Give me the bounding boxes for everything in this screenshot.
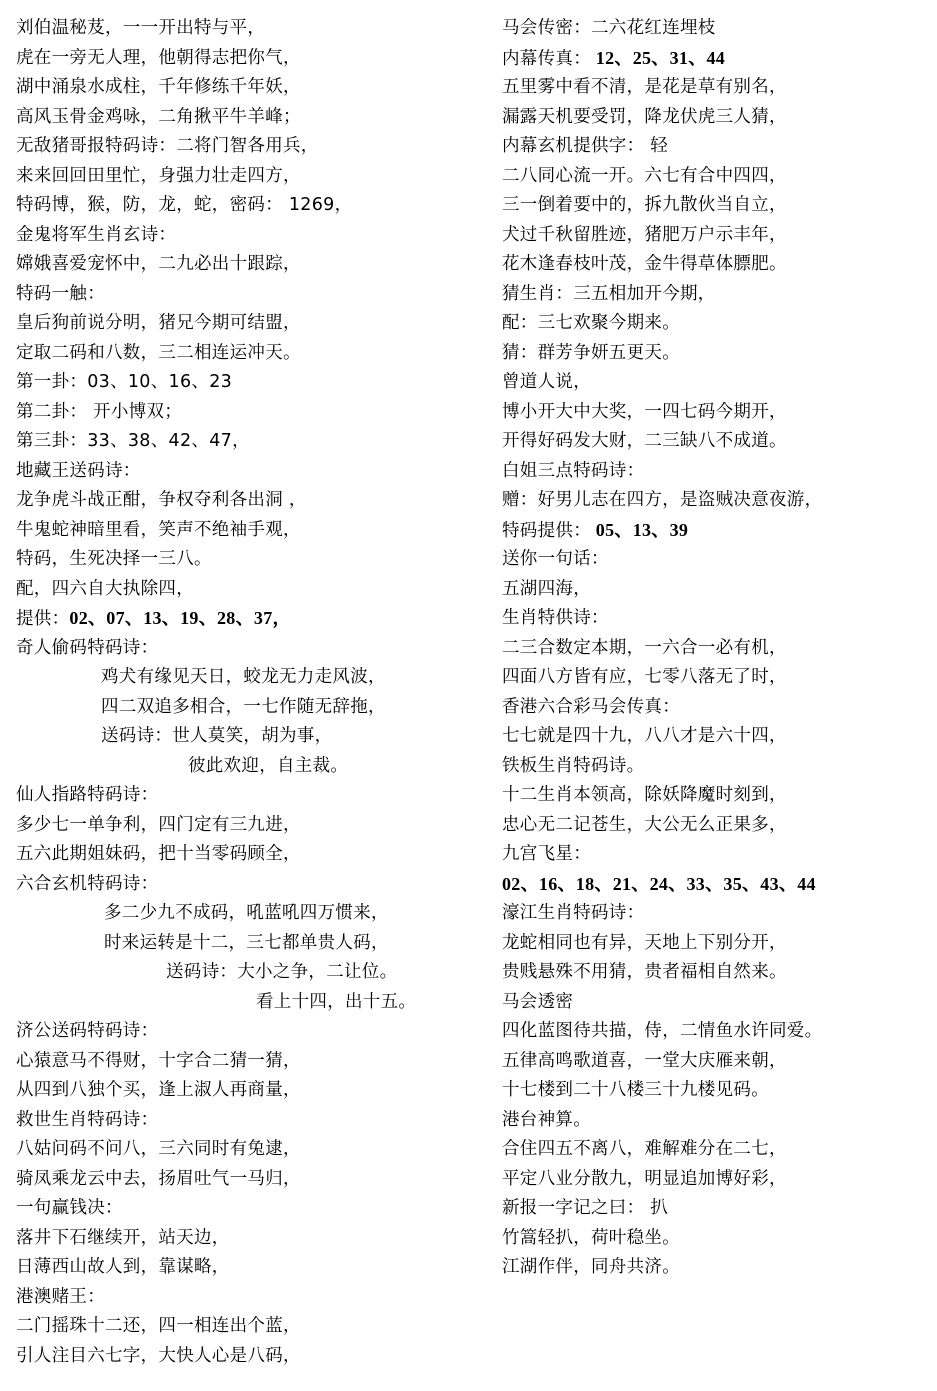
text-line (502, 1106, 932, 1136)
line-text: 一句赢钱决： (16, 1198, 123, 1218)
text-line (502, 309, 932, 339)
line-text: 第二卦： 开小博双； (16, 401, 183, 422)
text-line (502, 427, 932, 457)
line-text: 虎在一旁无人理，他朝得志把你气， (16, 47, 301, 68)
line-text: 龙蛇相同也有异，天地上下别分开， (502, 932, 787, 953)
text-line (16, 162, 486, 192)
line-text: 来来回回田里忙，身强力壮走四方， (16, 165, 301, 186)
line-text: 五六此期姐妹码，把十当零码顾全， (16, 844, 301, 864)
text-line (16, 899, 486, 929)
line-numbers: 02、07、13、19、28、37， (69, 608, 291, 628)
text-line (502, 752, 932, 782)
line-text: 曾道人说， (502, 372, 591, 392)
line-text: 龙争虎斗战正酣，争权夺利各出洞 ， (16, 490, 307, 510)
text-line (16, 1194, 486, 1224)
line-text: 皇后狗前说分明，猪兄今期可结盟， (16, 313, 301, 333)
text-line (502, 545, 932, 575)
text-line (16, 103, 486, 133)
text-line (502, 634, 932, 664)
text-line (16, 545, 486, 575)
line-text: 配，四六自大执除四， (16, 578, 194, 599)
text-line (502, 162, 932, 192)
line-text: 花木逢春枝叶茂，金牛得草体膘肥。 (502, 254, 787, 274)
text-line (502, 132, 932, 162)
line-text: 忠心无二记苍生，大公无么正果多， (502, 814, 787, 835)
text-line (16, 73, 486, 103)
text-line (16, 427, 486, 457)
line-text: 新报一字记之曰： 扒 (502, 1198, 669, 1218)
text-line (502, 899, 932, 929)
line-text: 心猿意马不得财，十字合二猜一猜， (16, 1050, 301, 1071)
text-line (16, 44, 486, 74)
line-text: 骑凤乘龙云中去，扬眉吐气一马归， (16, 1168, 301, 1189)
line-text: 送码诗：大小之争，二让位。 (166, 962, 398, 982)
line-text: 九宫飞星： (502, 844, 591, 864)
text-line (502, 221, 932, 251)
text-line (502, 1253, 932, 1283)
line-text: 鸡犬有缘见天日，蛟龙无力走风波， (101, 667, 386, 687)
text-line (16, 486, 486, 516)
line-text: 铁板生肖特码诗。 (502, 755, 645, 776)
line-text: 多二少九不成码，吼蓝吼四万惯来， (104, 903, 389, 923)
text-line (502, 368, 932, 398)
line-text: 港台神算。 (502, 1109, 591, 1130)
text-line (502, 781, 932, 811)
text-line (502, 663, 932, 693)
line-text: 金鬼将军生肖玄诗： (16, 224, 177, 245)
line-numbers: 02、16、18、21、24、33、35、43、44 (502, 873, 816, 894)
text-line (16, 309, 486, 339)
text-line (502, 250, 932, 280)
line-text: 特码，生死决择一三八。 (16, 549, 212, 569)
text-line (502, 870, 932, 900)
line-text: 五里雾中看不清，是花是草有别名， (502, 77, 787, 97)
text-line (502, 1194, 932, 1224)
line-text: 日薄西山故人到，靠谋略， (16, 1257, 230, 1277)
line-text: 港澳赌王： (16, 1286, 105, 1307)
line-text: 第一卦：03、10、16、23 (16, 372, 233, 392)
text-line (502, 14, 932, 44)
text-line (502, 1017, 932, 1047)
line-text: 白姐三点特码诗： (502, 460, 645, 481)
line-text: 时来运转是十二，三七都单贵人码， (104, 932, 389, 953)
text-line (16, 752, 486, 782)
text-line (16, 663, 486, 693)
text-line (16, 368, 486, 398)
left-column (16, 14, 486, 1371)
text-line (502, 280, 932, 310)
text-line (16, 958, 486, 988)
text-line (502, 575, 932, 605)
line-text: 济公送码特码诗： (16, 1021, 159, 1041)
text-line (16, 811, 486, 841)
text-line (502, 516, 932, 546)
text-line (16, 280, 486, 310)
line-text: 五湖四海， (502, 578, 591, 599)
text-line (502, 457, 932, 487)
line-text: 二门摇珠十二还，四一相连出个蓝， (16, 1316, 301, 1336)
line-text: 马会透密 (502, 991, 574, 1012)
line-text: 送你一句话： (502, 549, 609, 569)
line-text: 多少七一单争利，四门定有三九进， (16, 814, 301, 835)
text-line (16, 1047, 486, 1077)
text-line (16, 1076, 486, 1106)
line-text: 赠：好男儿志在四方，是盗贼决意夜游， (502, 490, 823, 510)
line-text: 湖中涌泉水成柱，千年修练千年妖， (16, 77, 301, 97)
line-text: 从四到八独个买，逢上淑人再商量， (16, 1080, 301, 1100)
line-text: 十二生肖本领高，除妖降魔时刻到， (502, 785, 787, 805)
text-line (16, 870, 486, 900)
text-line (502, 1135, 932, 1165)
text-line (16, 1342, 486, 1372)
text-line (502, 840, 932, 870)
text-line (16, 575, 486, 605)
line-text: 犬过千秋留胜迹，猪肥万户示丰年， (502, 224, 787, 245)
line-text: 内幕传真： (502, 48, 591, 69)
text-line (16, 988, 486, 1018)
line-text: 开得好码发大财，二三缺八不成道。 (502, 431, 787, 451)
text-line (16, 221, 486, 251)
line-text: 漏露天机要受罚，降龙伏虎三人猜， (502, 106, 787, 127)
text-line (16, 1017, 486, 1047)
line-text: 八姑问码不问八，三六同时有兔逮， (16, 1139, 301, 1159)
line-text: 生肖特供诗： (502, 608, 609, 628)
text-line (502, 339, 932, 369)
line-text: 配：三七欢聚今期来。 (502, 313, 680, 333)
line-text: 引人注目六七字，大快人心是八码， (16, 1345, 301, 1366)
text-line (502, 44, 932, 74)
line-text: 合住四五不离八，难解难分在二七， (502, 1139, 787, 1159)
line-text: 高风玉骨金鸡咏，二角揪平牛羊峰； (16, 106, 301, 127)
line-text: 彼此欢迎，自主裁。 (188, 755, 349, 776)
text-line (16, 929, 486, 959)
line-text: 竹篙轻扒，荷叶稳坐。 (502, 1227, 680, 1248)
line-text: 看上十四，出十五。 (256, 991, 417, 1012)
text-line (502, 1047, 932, 1077)
line-text: 博小开大中大奖，一四七码今期开， (502, 401, 787, 422)
right-column (502, 14, 932, 1283)
text-line (502, 1224, 932, 1254)
text-line (502, 722, 932, 752)
text-line (502, 398, 932, 428)
text-line (16, 250, 486, 280)
line-text: 六合玄机特码诗： (16, 873, 159, 894)
text-line (502, 604, 932, 634)
line-text: 仙人指路特码诗： (16, 785, 159, 805)
line-text: 平定八业分散九，明显追加博好彩， (502, 1168, 787, 1189)
text-line (16, 1224, 486, 1254)
line-text: 四面八方皆有应，七零八落无了时， (502, 667, 787, 687)
line-text: 落井下石继续开，站天边， (16, 1227, 230, 1248)
text-line (16, 516, 486, 546)
line-text: 奇人偷码特码诗： (16, 637, 159, 658)
line-text: 刘伯温秘芨，一一开出特与平， (16, 18, 266, 38)
line-numbers: 12、25、31、44 (591, 47, 726, 68)
line-text: 特码博，猴，防，龙，蛇，密码： 1269， (16, 195, 353, 215)
line-text: 三一倒着要中的，拆九散伙当自立， (502, 195, 787, 215)
text-line (16, 191, 486, 221)
text-line (16, 781, 486, 811)
text-line (502, 486, 932, 516)
line-text: 五律高鸣歌道喜，一堂大庆雁来朝， (502, 1050, 787, 1071)
line-text: 内幕玄机提供字： 轻 (502, 136, 669, 156)
line-text: 香港六合彩马会传真： (502, 696, 680, 717)
line-numbers: 05、13、39 (591, 519, 689, 540)
line-text: 无敌猪哥报特码诗：二将门智各用兵， (16, 136, 319, 156)
text-line (16, 398, 486, 428)
text-line (16, 1135, 486, 1165)
text-line (16, 634, 486, 664)
line-text: 救世生肖特码诗： (16, 1109, 159, 1130)
text-line (16, 1165, 486, 1195)
text-line (502, 988, 932, 1018)
line-text: 濠江生肖特码诗： (502, 903, 645, 923)
text-line (502, 929, 932, 959)
text-line (502, 73, 932, 103)
line-text: 十七楼到二十八楼三十九楼见码。 (502, 1080, 769, 1100)
line-text: 贵贱悬殊不用猜，贵者福相自然来。 (502, 962, 787, 982)
text-line (502, 191, 932, 221)
text-line (16, 132, 486, 162)
line-text: 二八同心流一开。六七有合中四四， (502, 165, 787, 186)
text-line (502, 103, 932, 133)
text-line (16, 1253, 486, 1283)
text-line (16, 1312, 486, 1342)
text-line (502, 693, 932, 723)
line-text: 嫦娥喜爱宠怀中，二九必出十跟踪， (16, 254, 301, 274)
text-line (502, 1076, 932, 1106)
text-line (16, 693, 486, 723)
line-text: 牛鬼蛇神暗里看，笑声不绝袖手观， (16, 519, 301, 540)
line-text: 送码诗：世人莫笑，胡为事， (101, 726, 333, 746)
line-text: 七七就是四十九，八八才是六十四， (502, 726, 787, 746)
text-line (502, 811, 932, 841)
line-text: 二三合数定本期，一六合一必有机， (502, 637, 787, 658)
line-text: 四二双追多相合，一七作随无辞拖， (101, 696, 386, 717)
text-line (16, 457, 486, 487)
text-line (16, 604, 486, 634)
line-text: 特码一触： (16, 283, 105, 304)
text-line (16, 722, 486, 752)
line-text: 四化蓝图待共描，侍，二情鱼水许同爱。 (502, 1021, 823, 1041)
text-line (16, 840, 486, 870)
line-text: 定取二码和八数，三二相连运冲天。 (16, 342, 301, 363)
line-text: 提供： (16, 609, 70, 629)
text-line (16, 14, 486, 44)
line-text: 猜：群芳争妍五更天。 (502, 342, 680, 363)
text-line (502, 1165, 932, 1195)
line-text: 马会传密：二六花红连埋枝 (502, 18, 716, 38)
text-line (502, 958, 932, 988)
line-text: 地藏王送码诗： (16, 460, 141, 481)
text-line (16, 339, 486, 369)
text-line (16, 1283, 486, 1313)
line-text: 猜生肖：三五相加开今期， (502, 283, 716, 304)
text-line (16, 1106, 486, 1136)
line-text: 第三卦：33、38、42、47， (16, 431, 250, 451)
line-text: 特码提供： (502, 520, 591, 541)
line-text: 江湖作伴，同舟共济。 (502, 1257, 680, 1277)
